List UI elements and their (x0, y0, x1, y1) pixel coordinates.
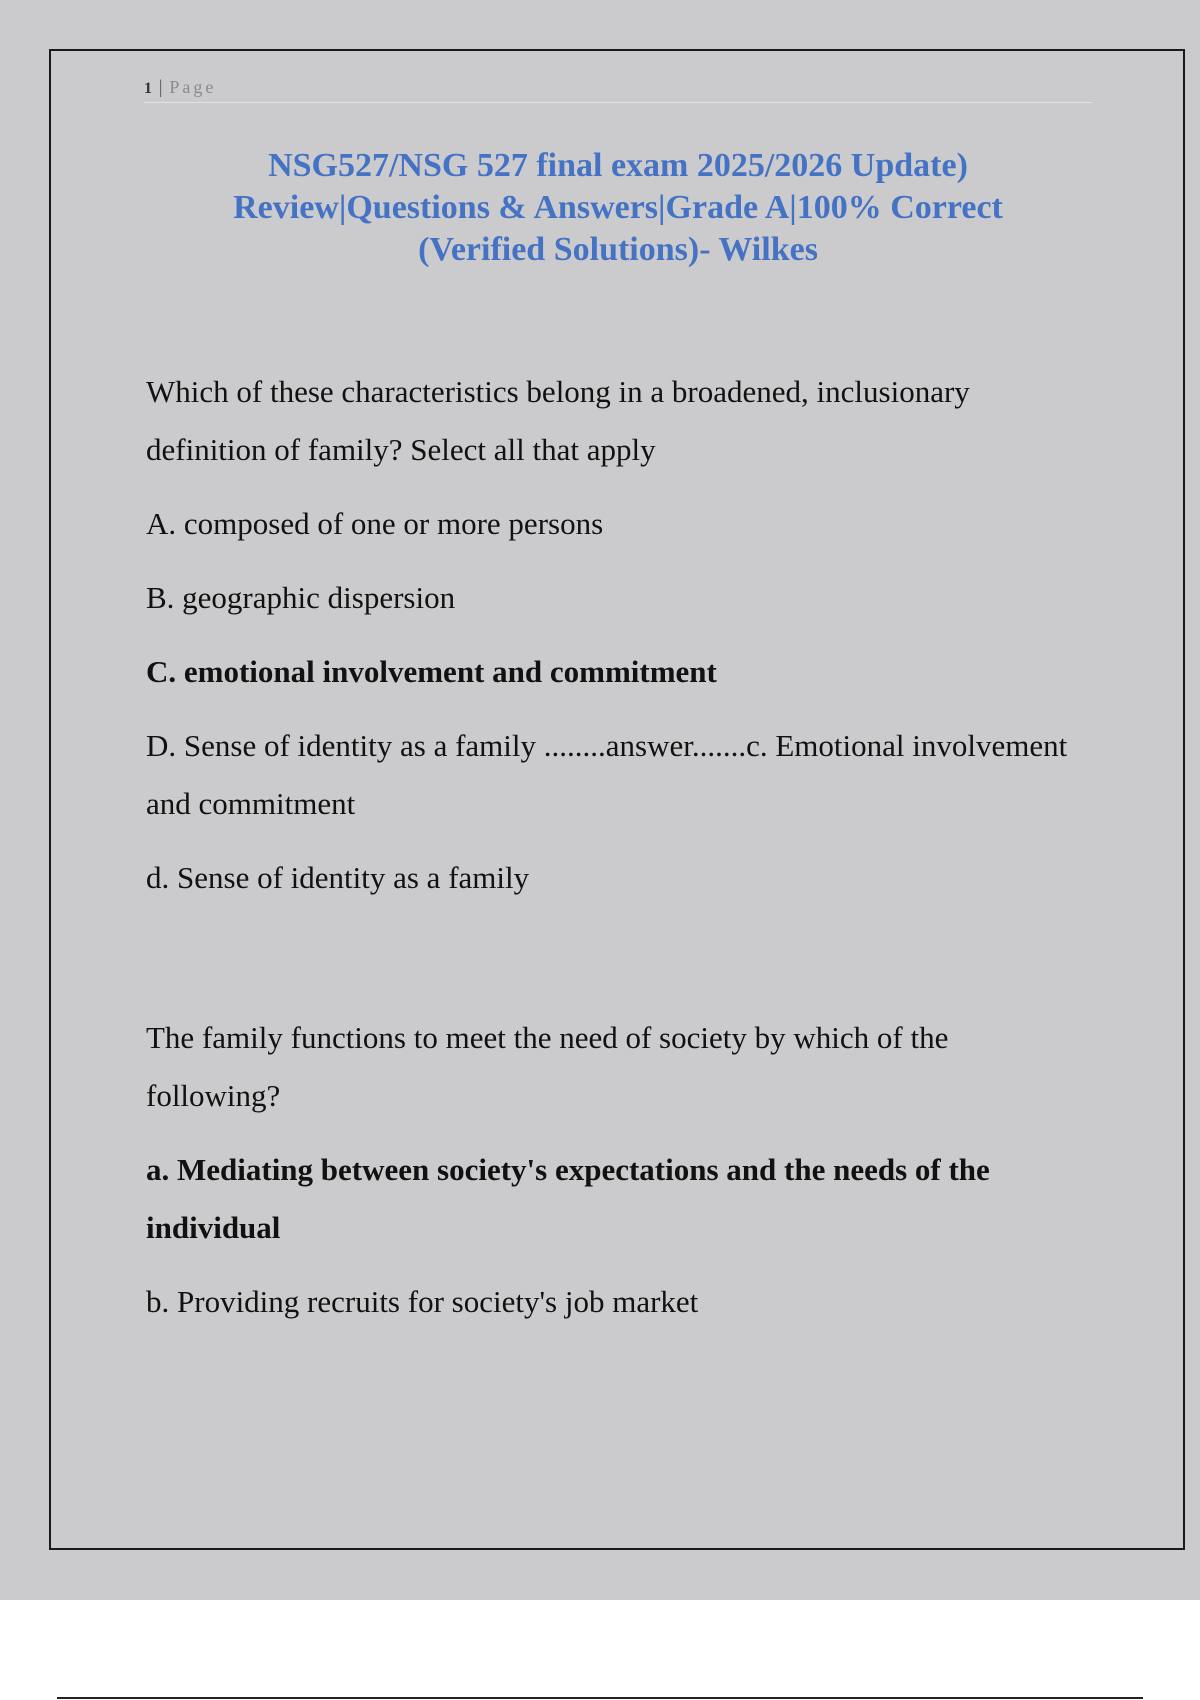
page-number: 1 (144, 80, 152, 97)
question-1-option-d-answer: d. Sense of identity as a family (146, 860, 530, 895)
question-1 (146, 363, 1086, 907)
question-1-option-a: A. composed of one or more persons (146, 506, 604, 541)
question-2 (146, 1009, 1086, 1331)
question-1-option-d: D. Sense of identity as a family ........answer.......c. Emotional involvement and commitment (146, 728, 1068, 821)
bottom-divider (57, 1697, 1143, 1699)
question-1-option-b: B. geographic dispersion (146, 580, 456, 615)
question-1-text: Which of these characteristics belong in a broadened, inclusionary definition of family? Select all that apply (146, 374, 970, 467)
title-line-2: Review|Questions & Answers|Grade A|100% Correct (233, 189, 1003, 226)
question-1-option-c: C. emotional involvement and commitment (146, 654, 717, 689)
document-title (144, 145, 1092, 271)
title-line-1: NSG527/NSG 527 final exam 2025/2026 Update) (268, 147, 968, 184)
question-2-option-b: b. Providing recruits for society's job market (146, 1284, 699, 1319)
title-line-3: (Verified Solutions)- Wilkes (418, 231, 818, 268)
page-separator: | (158, 77, 163, 98)
page-label: Page (169, 77, 217, 97)
page-header (144, 72, 1092, 103)
question-2-option-a: a. Mediating between society's expectations and the needs of the individual (146, 1152, 990, 1245)
question-2-text: The family functions to meet the need of society by which of the following? (146, 1020, 949, 1113)
